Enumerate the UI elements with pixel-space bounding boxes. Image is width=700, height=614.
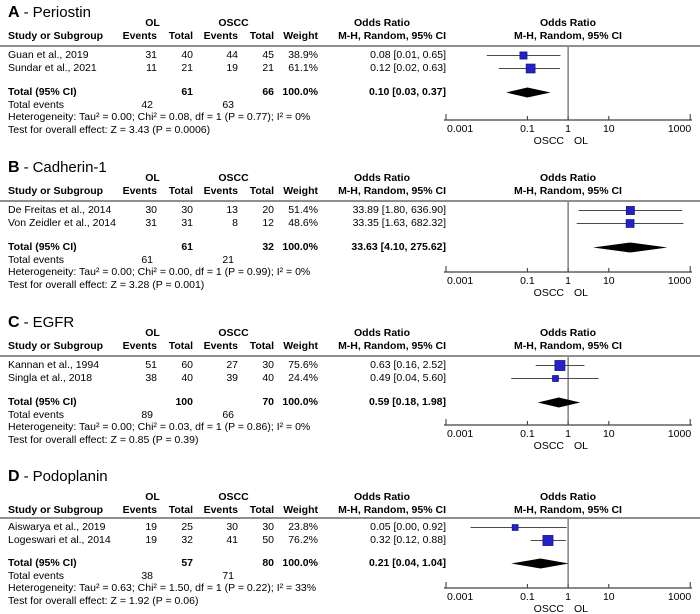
col-group-odds-ratio: Odds Ratio: [353, 491, 410, 503]
panel-letter: B: [8, 159, 20, 176]
axis-tick-label: 1000: [667, 428, 692, 440]
panel-letter: A: [8, 4, 20, 21]
plot-header-mh-ci: M-H, Random, 95% CI: [514, 30, 622, 42]
total-oscc-value: 70: [262, 396, 274, 408]
overall-effect-text: Test for overall effect: Z = 0.85 (P = 0.39): [8, 434, 199, 446]
odds-ratio-ci-value: 0.49 [0.04, 5.60]: [370, 372, 446, 384]
study-name: Logeswari et al., 2014: [8, 534, 111, 546]
total-row-label: Total (95% CI): [8, 241, 77, 253]
odds-ratio-ci-value: 0.05 [0.00, 0.92]: [370, 521, 446, 533]
weight-value: 24.4%: [288, 372, 318, 384]
or-square: [626, 220, 634, 228]
axis-label-oscc: OSCC: [533, 603, 564, 614]
total-events-ol-value: 61: [141, 254, 153, 266]
weight-value: 76.2%: [288, 534, 318, 546]
total-row-label: Total (95% CI): [8, 86, 77, 98]
total-ol-value: 61: [181, 241, 193, 253]
study-name: Singla et al., 2018: [8, 372, 93, 384]
axis-tick-label: 1: [565, 428, 572, 440]
or-square: [553, 376, 559, 382]
axis-label-ol: OL: [574, 287, 589, 299]
col-header-mh-ci: M-H, Random, 95% CI: [338, 340, 446, 352]
axis-label-oscc: OSCC: [533, 440, 564, 452]
panel-letter: D: [8, 468, 20, 485]
col-header-mh-ci: M-H, Random, 95% CI: [338, 504, 446, 516]
total-row-label: Total (95% CI): [8, 557, 77, 569]
col-header-ol-events: Events: [122, 30, 157, 42]
oscc-events-value: 39: [226, 372, 238, 384]
oscc-events-value: 30: [226, 521, 238, 533]
col-group-ol: OL: [145, 327, 160, 339]
col-header-oscc-events: Events: [203, 504, 238, 516]
col-header-study: Study or Subgroup: [8, 30, 104, 42]
col-header-oscc-total: Total: [249, 30, 274, 42]
panel-title-separator: -: [23, 159, 29, 176]
col-group-oscc: OSCC: [218, 172, 249, 184]
total-diamond: [511, 559, 569, 569]
panel-title: [8, 468, 108, 485]
oscc-total-value: 30: [262, 359, 274, 371]
oscc-events-value: 8: [232, 217, 238, 229]
study-name: Von Zeidler et al., 2014: [8, 217, 116, 229]
axis-tick-label: 1: [565, 591, 572, 603]
col-header-mh-ci: M-H, Random, 95% CI: [338, 185, 446, 197]
col-header-weight: Weight: [283, 504, 318, 516]
plot-header-mh-ci: M-H, Random, 95% CI: [514, 185, 622, 197]
ol-events-value: 11: [146, 62, 157, 74]
panel-title: [8, 314, 74, 331]
ol-events-value: 19: [145, 521, 157, 533]
col-header-weight: Weight: [283, 185, 318, 197]
col-header-oscc-total: Total: [249, 185, 274, 197]
weight-value: 48.6%: [288, 217, 318, 229]
oscc-total-value: 45: [262, 49, 274, 61]
or-square: [555, 360, 565, 370]
total-ol-value: 57: [181, 557, 193, 569]
axis-tick-label: 0.001: [447, 428, 474, 440]
ol-total-value: 31: [181, 217, 193, 229]
col-header-ol-total: Total: [168, 30, 193, 42]
axis-label-ol: OL: [574, 440, 589, 452]
axis-tick-label: 1000: [667, 123, 692, 135]
panel-A: [0, 0, 700, 155]
ol-total-value: 30: [181, 204, 193, 216]
weight-value: 38.9%: [288, 49, 318, 61]
total-events-ol-value: 38: [141, 570, 153, 582]
axis-tick-label: 10: [602, 123, 615, 135]
panel-biomarker-name: Podoplanin: [32, 468, 108, 485]
panel-C: [0, 310, 700, 460]
col-header-oscc-events: Events: [203, 340, 238, 352]
col-header-study: Study or Subgroup: [8, 185, 104, 197]
col-header-oscc-events: Events: [203, 30, 238, 42]
or-square: [512, 525, 518, 531]
col-group-odds-ratio: Odds Ratio: [353, 17, 410, 29]
panel-biomarker-name: Cadherin-1: [32, 159, 107, 176]
odds-ratio-ci-value: 0.08 [0.01, 0.65]: [370, 49, 446, 61]
weight-value: 23.8%: [288, 521, 318, 533]
axis-tick-label: 1000: [667, 275, 692, 287]
total-oscc-value: 80: [262, 557, 274, 569]
col-header-mh-ci: M-H, Random, 95% CI: [338, 30, 446, 42]
header-rule: [0, 355, 700, 357]
total-odds-ratio-ci-value: 0.59 [0.18, 1.98]: [368, 396, 446, 408]
weight-value: 51.4%: [288, 204, 318, 216]
header-rule: [0, 517, 700, 519]
col-header-ol-events: Events: [122, 185, 157, 197]
odds-ratio-ci-value: 33.89 [1.80, 636.90]: [352, 204, 446, 216]
plot-header-odds-ratio: Odds Ratio: [539, 491, 596, 503]
overall-effect-text: Test for overall effect: Z = 3.43 (P = 0.0006): [8, 124, 211, 136]
ol-total-value: 40: [181, 372, 193, 384]
axis-label-ol: OL: [574, 603, 589, 614]
total-weight-value: 100.0%: [282, 557, 318, 569]
col-group-oscc: OSCC: [218, 327, 249, 339]
ol-events-value: 51: [145, 359, 157, 371]
col-header-ol-total: Total: [168, 504, 193, 516]
odds-ratio-ci-value: 0.63 [0.16, 2.52]: [370, 359, 446, 371]
header-rule: [0, 45, 700, 47]
col-group-ol: OL: [145, 17, 160, 29]
axis-tick-label: 10: [602, 591, 615, 603]
col-group-odds-ratio: Odds Ratio: [353, 172, 410, 184]
col-header-ol-total: Total: [168, 340, 193, 352]
plot-header-odds-ratio: Odds Ratio: [539, 327, 596, 339]
study-name: Guan et al., 2019: [8, 49, 89, 61]
total-row-label: Total (95% CI): [8, 396, 77, 408]
study-name: Kannan et al., 1994: [8, 359, 100, 371]
axis-tick-label: 1: [565, 275, 572, 287]
panel-title: [8, 159, 107, 176]
odds-ratio-ci-value: 0.32 [0.12, 0.88]: [370, 534, 446, 546]
col-group-oscc: OSCC: [218, 491, 249, 503]
plot-header-odds-ratio: Odds Ratio: [539, 17, 596, 29]
col-header-ol-events: Events: [122, 340, 157, 352]
study-name: Sundar et al., 2021: [8, 62, 97, 74]
overall-effect-text: Test for overall effect: Z = 1.92 (P = 0.06): [8, 595, 199, 607]
col-header-oscc-total: Total: [249, 340, 274, 352]
axis-label-oscc: OSCC: [533, 287, 564, 299]
total-oscc-value: 66: [262, 86, 274, 98]
col-header-ol-total: Total: [168, 185, 193, 197]
oscc-events-value: 13: [226, 204, 238, 216]
axis-label-ol: OL: [574, 135, 589, 147]
panel-title: [8, 4, 91, 21]
oscc-events-value: 27: [226, 359, 238, 371]
panel-title-separator: -: [23, 468, 29, 485]
oscc-events-value: 41: [226, 534, 238, 546]
axis-tick-label: 0.1: [520, 428, 535, 440]
oscc-total-value: 21: [262, 62, 274, 74]
total-weight-value: 100.0%: [282, 86, 318, 98]
panel-biomarker-name: Periostin: [32, 4, 91, 21]
weight-value: 75.6%: [288, 359, 318, 371]
ol-total-value: 60: [181, 359, 193, 371]
ol-events-value: 30: [145, 204, 157, 216]
axis-tick-label: 0.1: [520, 591, 535, 603]
total-events-ol-value: 42: [141, 99, 153, 111]
axis-tick-label: 0.1: [520, 275, 535, 287]
panel-B: [0, 155, 700, 310]
plot-header-mh-ci: M-H, Random, 95% CI: [514, 504, 622, 516]
ol-events-value: 19: [145, 534, 157, 546]
col-header-oscc-events: Events: [203, 185, 238, 197]
heterogeneity-text: Heterogeneity: Tau² = 0.00; Chi² = 0.03, df = 1 (P = 0.86); I² = 0%: [8, 421, 311, 433]
total-odds-ratio-ci-value: 0.21 [0.04, 1.04]: [368, 557, 446, 569]
axis-tick-label: 0.1: [520, 123, 535, 135]
col-header-weight: Weight: [283, 30, 318, 42]
col-header-study: Study or Subgroup: [8, 504, 104, 516]
col-header-oscc-total: Total: [249, 504, 274, 516]
axis-tick-label: 1000: [667, 591, 692, 603]
axis-tick-label: 0.001: [447, 123, 474, 135]
oscc-total-value: 30: [262, 521, 274, 533]
col-group-ol: OL: [145, 491, 160, 503]
axis-tick-label: 10: [602, 275, 615, 287]
axis-label-oscc: OSCC: [533, 135, 564, 147]
heterogeneity-text: Heterogeneity: Tau² = 0.00; Chi² = 0.00, df = 1 (P = 0.99); I² = 0%: [8, 266, 311, 278]
oscc-total-value: 50: [262, 534, 274, 546]
axis-tick-label: 0.001: [447, 275, 474, 287]
total-events-oscc-value: 21: [222, 254, 234, 266]
total-ol-value: 61: [181, 86, 193, 98]
or-square: [526, 64, 535, 73]
total-weight-value: 100.0%: [282, 396, 318, 408]
heterogeneity-text: Heterogeneity: Tau² = 0.63; Chi² = 1.50, df = 1 (P = 0.22); I² = 33%: [8, 582, 317, 594]
total-events-label: Total events: [8, 254, 65, 266]
total-oscc-value: 32: [262, 241, 274, 253]
overall-effect-text: Test for overall effect: Z = 3.28 (P = 0.001): [8, 279, 205, 291]
ol-total-value: 40: [181, 49, 193, 61]
plot-header-mh-ci: M-H, Random, 95% CI: [514, 340, 622, 352]
total-diamond: [593, 243, 667, 253]
total-events-oscc-value: 63: [222, 99, 234, 111]
ol-events-value: 38: [145, 372, 157, 384]
or-square: [626, 206, 634, 214]
plot-header-odds-ratio: Odds Ratio: [539, 172, 596, 184]
col-group-odds-ratio: Odds Ratio: [353, 327, 410, 339]
or-square: [520, 52, 527, 59]
or-square: [543, 535, 553, 545]
weight-value: 61.1%: [288, 62, 318, 74]
total-events-label: Total events: [8, 570, 65, 582]
odds-ratio-ci-value: 33.35 [1.63, 682.32]: [352, 217, 446, 229]
total-weight-value: 100.0%: [282, 241, 318, 253]
ol-total-value: 25: [181, 521, 193, 533]
axis-tick-label: 10: [602, 428, 615, 440]
oscc-total-value: 20: [262, 204, 274, 216]
oscc-events-value: 19: [226, 62, 238, 74]
ol-events-value: 31: [145, 49, 157, 61]
total-ol-value: 100: [175, 396, 193, 408]
total-events-label: Total events: [8, 99, 65, 111]
col-header-study: Study or Subgroup: [8, 340, 104, 352]
ol-events-value: 31: [145, 217, 157, 229]
oscc-total-value: 40: [262, 372, 274, 384]
study-name: Aiswarya et al., 2019: [8, 521, 106, 533]
header-rule: [0, 200, 700, 202]
panel-biomarker-name: EGFR: [32, 314, 75, 331]
axis-tick-label: 0.001: [447, 591, 474, 603]
study-name: De Freitas et al., 2014: [8, 204, 112, 216]
axis-tick-label: 1: [565, 123, 572, 135]
total-events-oscc-value: 71: [222, 570, 234, 582]
panel-title-separator: -: [23, 314, 29, 331]
total-events-ol-value: 89: [141, 409, 153, 421]
total-diamond: [506, 88, 550, 98]
col-group-ol: OL: [145, 172, 160, 184]
col-header-ol-events: Events: [122, 504, 157, 516]
odds-ratio-ci-value: 0.12 [0.02, 0.63]: [370, 62, 446, 74]
panel-title-separator: -: [23, 4, 29, 21]
oscc-total-value: 12: [262, 217, 274, 229]
col-group-oscc: OSCC: [218, 17, 249, 29]
total-events-label: Total events: [8, 409, 65, 421]
ol-total-value: 21: [181, 62, 193, 74]
col-header-weight: Weight: [283, 340, 318, 352]
oscc-events-value: 44: [226, 49, 238, 61]
heterogeneity-text: Heterogeneity: Tau² = 0.00; Chi² = 0.08, df = 1 (P = 0.77); I² = 0%: [8, 111, 311, 123]
total-odds-ratio-ci-value: 33.63 [4.10, 275.62]: [351, 241, 446, 253]
total-diamond: [538, 398, 580, 408]
panel-D: [0, 460, 700, 614]
ol-total-value: 32: [181, 534, 193, 546]
panel-letter: C: [8, 314, 20, 331]
total-events-oscc-value: 66: [222, 409, 234, 421]
total-odds-ratio-ci-value: 0.10 [0.03, 0.37]: [368, 86, 446, 98]
